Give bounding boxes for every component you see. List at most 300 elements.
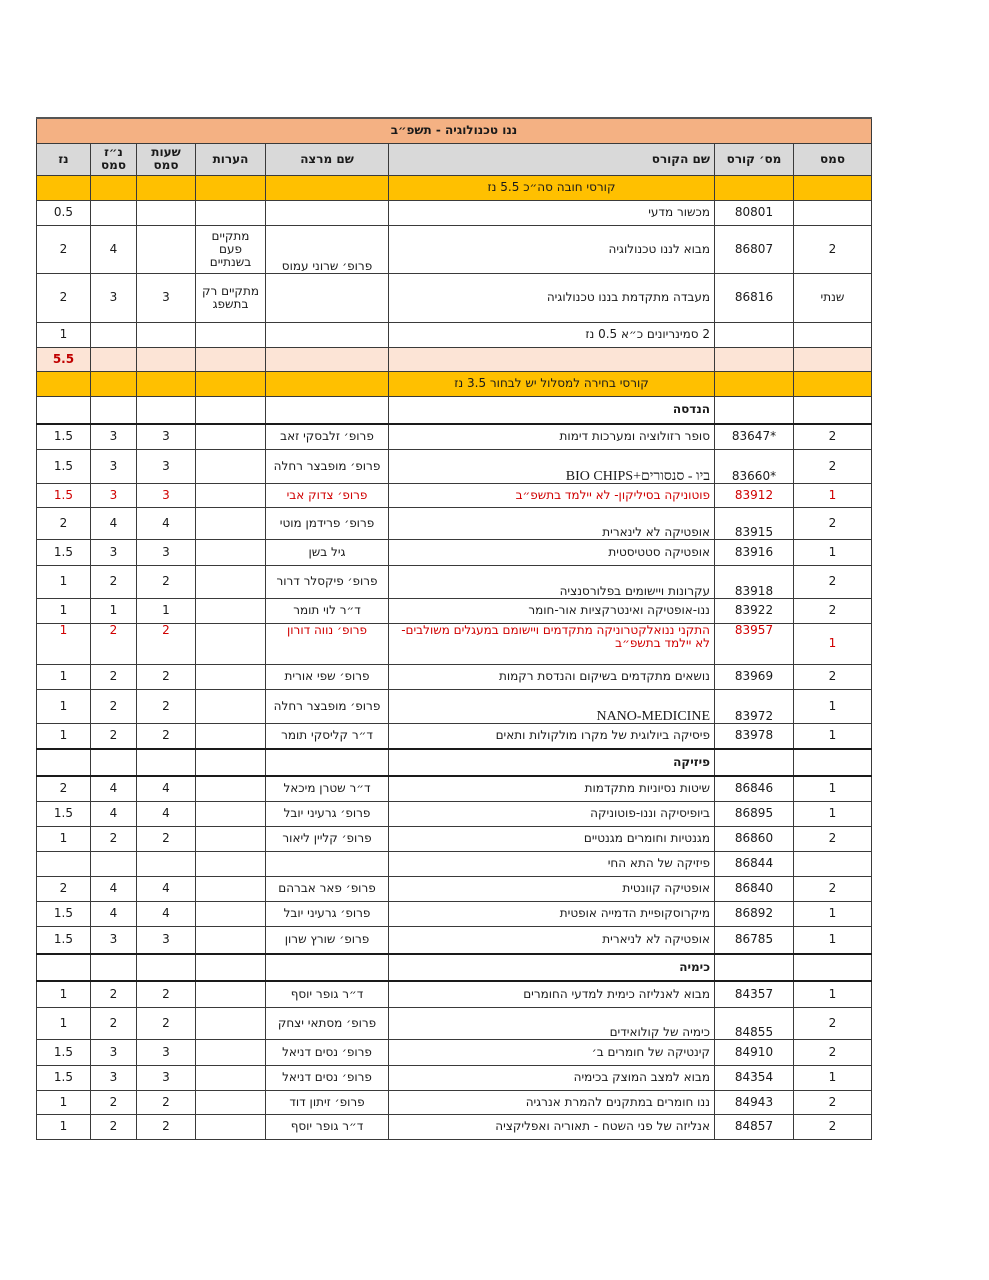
notes-cell xyxy=(196,539,266,565)
notes-cell: מתקיים רק בתשפג xyxy=(196,273,266,322)
credits-sem-cell: 4 xyxy=(91,507,137,539)
total-empty xyxy=(715,347,794,371)
semester-cell: 2 xyxy=(794,598,872,623)
lecturer-cell: פרופ׳ פיקסלר דרור xyxy=(266,565,389,598)
table-row xyxy=(36,664,871,689)
credits-sem-cell: 2 xyxy=(91,723,137,749)
band-empty xyxy=(266,371,389,396)
course-no-cell: 84910 xyxy=(715,1039,794,1065)
course-name-cell: 2 סמינריונים כ״א 0.5 נז xyxy=(389,322,715,347)
notes-cell xyxy=(196,322,266,347)
header-notes: הערות xyxy=(196,143,266,175)
course-name-cell: מעבדה מתקדמת בננו טכנולוגיה xyxy=(389,273,715,322)
table-row xyxy=(36,565,871,598)
credits-sem-cell: 3 xyxy=(91,483,137,507)
lecturer-cell: פרופ׳ מסתאי יצחק xyxy=(266,1007,389,1039)
section-empty xyxy=(266,749,389,776)
course-no-cell: 80801 xyxy=(715,200,794,225)
credits-sem-cell: 1 xyxy=(91,598,137,623)
notes-cell xyxy=(196,901,266,926)
lecturer-cell: פרופ׳ צדוק אבי xyxy=(266,483,389,507)
credits-sem-cell xyxy=(91,200,137,225)
header-course-name: שם הקורס xyxy=(389,143,715,175)
semester-cell: 2 xyxy=(794,664,872,689)
lecturer-cell: פרופ׳ פרידמן מוטי xyxy=(266,507,389,539)
credits-sem-cell: 2 xyxy=(91,689,137,723)
band-empty xyxy=(137,175,196,200)
course-no-cell: 84357 xyxy=(715,981,794,1007)
credits-sem-cell xyxy=(91,851,137,876)
table-row xyxy=(36,322,871,347)
lecturer-cell: פרופ׳ גרעיני יובל xyxy=(266,801,389,826)
section-empty xyxy=(91,954,137,981)
semester-cell: 2 xyxy=(794,225,872,273)
course-no-cell: 83912 xyxy=(715,483,794,507)
table-title: ננו טכנולוגיה - תשפ״ב xyxy=(36,118,871,143)
table-row xyxy=(36,449,871,483)
hours-cell: 3 xyxy=(137,483,196,507)
lecturer-cell: פרופ׳ שפי אורית xyxy=(266,664,389,689)
mandatory-total-row xyxy=(36,347,871,371)
credits-sem-cell: 2 xyxy=(91,1007,137,1039)
section-empty xyxy=(196,396,266,424)
section-title: הנדסה xyxy=(389,396,715,424)
lecturer-cell: פרופ׳ פאר אברהם xyxy=(266,876,389,901)
course-no-cell: 83972 xyxy=(715,689,794,723)
course-name-cell: מבוא לננו טכנולוגיה xyxy=(389,225,715,273)
credits-sem-cell: 4 xyxy=(91,225,137,273)
band-empty xyxy=(196,371,266,396)
course-no-cell: 86895 xyxy=(715,801,794,826)
table-title-row xyxy=(36,118,871,143)
lecturer-cell: פרופ׳ זיתון דוד xyxy=(266,1090,389,1114)
credits-cell: 0.5 xyxy=(36,200,90,225)
course-no-cell: 84855 xyxy=(715,1007,794,1039)
credits-cell: 1 xyxy=(36,1007,90,1039)
lecturer-cell: ד״ר גופר יוסף xyxy=(266,981,389,1007)
notes-cell xyxy=(196,664,266,689)
credits-sem-cell: 3 xyxy=(91,926,137,954)
notes-cell xyxy=(196,623,266,664)
credits-sem-cell: 3 xyxy=(91,539,137,565)
table-row xyxy=(36,981,871,1007)
section-empty xyxy=(266,396,389,424)
course-name-cell: NANO-MEDICINE xyxy=(389,689,715,723)
credits-cell: 1.5 xyxy=(36,449,90,483)
hours-cell: 4 xyxy=(137,507,196,539)
section-header-row xyxy=(36,749,871,776)
lecturer-cell: פרופ׳ נסים דניאל xyxy=(266,1039,389,1065)
lecturer-cell: פרופ׳ גרעיני יובל xyxy=(266,901,389,926)
band-empty xyxy=(715,371,794,396)
table-row xyxy=(36,623,871,664)
lecturer-cell: פרופ׳ נווה דורון xyxy=(266,623,389,664)
credits-cell: 1.5 xyxy=(36,1039,90,1065)
lecturer-cell: פרופ׳ מופבצר רחלה xyxy=(266,689,389,723)
table-row xyxy=(36,723,871,749)
header-course-no: מס׳ קורס xyxy=(715,143,794,175)
course-no-cell: 83969 xyxy=(715,664,794,689)
band-empty xyxy=(36,175,90,200)
table-row xyxy=(36,1007,871,1039)
hours-cell xyxy=(137,322,196,347)
credits-sem-cell: 3 xyxy=(91,424,137,449)
header-lecturer: שם מרצה xyxy=(266,143,389,175)
semester-cell: 1 xyxy=(794,623,872,664)
notes-cell xyxy=(196,1007,266,1039)
hours-cell: 4 xyxy=(137,801,196,826)
notes-cell xyxy=(196,483,266,507)
header-row xyxy=(36,143,871,175)
hours-cell xyxy=(137,851,196,876)
credits-cell: 1 xyxy=(36,689,90,723)
course-name-cell: ביו - סנסורים+BIO CHIPS xyxy=(389,449,715,483)
section-empty xyxy=(794,396,872,424)
section-empty xyxy=(91,396,137,424)
section-empty xyxy=(137,749,196,776)
table-row xyxy=(36,1090,871,1114)
hours-cell: 4 xyxy=(137,901,196,926)
credits-cell: 1.5 xyxy=(36,539,90,565)
lecturer-cell: ד״ר לוי תומר xyxy=(266,598,389,623)
section-empty xyxy=(266,954,389,981)
section-empty xyxy=(36,749,90,776)
credits-cell: 1.5 xyxy=(36,901,90,926)
course-no-cell: 84354 xyxy=(715,1065,794,1090)
course-name-cell: ננו חומרים במתקנים להמרת אנרגיה xyxy=(389,1090,715,1114)
semester-cell: 1 xyxy=(794,483,872,507)
credits-sem-cell: 4 xyxy=(91,776,137,801)
credits-cell: 1.5 xyxy=(36,424,90,449)
credits-sem-cell: 3 xyxy=(91,1039,137,1065)
elective-band-label: קורסי בחירה למסלול יש לבחור 3.5 נז xyxy=(389,371,715,396)
credits-sem-cell: 3 xyxy=(91,1065,137,1090)
hours-cell xyxy=(137,200,196,225)
credits-cell: 1 xyxy=(36,322,90,347)
notes-cell xyxy=(196,507,266,539)
table-row xyxy=(36,507,871,539)
notes-cell xyxy=(196,826,266,851)
course-no-cell: 86846 xyxy=(715,776,794,801)
lecturer-cell xyxy=(266,322,389,347)
credits-sem-cell: 4 xyxy=(91,801,137,826)
semester-cell: 2 xyxy=(794,1090,872,1114)
lecturer-cell: ד״ר שטרן מיכאל xyxy=(266,776,389,801)
notes-cell xyxy=(196,1039,266,1065)
course-name-cell: שיטות נסיוניות מתקדמות xyxy=(389,776,715,801)
section-title: פיזיקה xyxy=(389,749,715,776)
table-row xyxy=(36,801,871,826)
credits-cell xyxy=(36,851,90,876)
course-name-cell: פיזיקה של התא החי xyxy=(389,851,715,876)
table-row xyxy=(36,876,871,901)
table-row xyxy=(36,598,871,623)
semester-cell: 1 xyxy=(794,1065,872,1090)
semester-cell: 2 xyxy=(794,449,872,483)
course-name-cell: ביופיסיקה וננו-פוטוניקה xyxy=(389,801,715,826)
table-row xyxy=(36,901,871,926)
notes-cell xyxy=(196,801,266,826)
credits-cell: 1 xyxy=(36,1114,90,1139)
table-row xyxy=(36,200,871,225)
band-empty xyxy=(91,175,137,200)
hours-cell: 4 xyxy=(137,776,196,801)
section-empty xyxy=(196,954,266,981)
course-name-cell: ננו-אופטיקה ואינטרקציות אור-חומר xyxy=(389,598,715,623)
hours-cell: 2 xyxy=(137,981,196,1007)
notes-cell xyxy=(196,851,266,876)
course-name-cell: סופר רזולוציה ומערכות דימות xyxy=(389,424,715,449)
credits-cell: 2 xyxy=(36,507,90,539)
credits-cell: 1.5 xyxy=(36,926,90,954)
band-empty xyxy=(715,175,794,200)
course-no-cell: *83660 xyxy=(715,449,794,483)
course-name-cell: קינטיקה של חומרים ב׳ xyxy=(389,1039,715,1065)
table-row xyxy=(36,1065,871,1090)
total-empty xyxy=(137,347,196,371)
hours-cell: 2 xyxy=(137,826,196,851)
band-empty xyxy=(794,371,872,396)
lecturer-cell: פרופ׳ מופבצר רחלה xyxy=(266,449,389,483)
notes-cell: מתקיים פעם בשנתיים xyxy=(196,225,266,273)
section-empty xyxy=(794,954,872,981)
semester-cell: 1 xyxy=(794,981,872,1007)
lecturer-cell xyxy=(266,200,389,225)
section-header-row xyxy=(36,954,871,981)
credits-cell: 2 xyxy=(36,273,90,322)
hours-cell xyxy=(137,225,196,273)
notes-cell xyxy=(196,876,266,901)
total-empty xyxy=(196,347,266,371)
hours-cell: 3 xyxy=(137,926,196,954)
notes-cell xyxy=(196,1090,266,1114)
band-empty xyxy=(137,371,196,396)
semester-cell: 1 xyxy=(794,689,872,723)
semester-cell: 1 xyxy=(794,926,872,954)
section-empty xyxy=(794,749,872,776)
hours-cell: 3 xyxy=(137,1065,196,1090)
semester-cell: 1 xyxy=(794,901,872,926)
lecturer-cell: פרופ׳ קליין ליאור xyxy=(266,826,389,851)
hours-cell: 3 xyxy=(137,1039,196,1065)
header-hours: שעות סמס xyxy=(137,143,196,175)
semester-cell: 2 xyxy=(794,876,872,901)
course-name-cell: נושאים מתקדמים בשיקום והנדסת רקמות xyxy=(389,664,715,689)
semester-cell: 2 xyxy=(794,424,872,449)
notes-cell xyxy=(196,598,266,623)
hours-cell: 2 xyxy=(137,1090,196,1114)
mandatory-band-label: קורסי חובה סה״כ 5.5 נז xyxy=(389,175,715,200)
lecturer-cell xyxy=(266,851,389,876)
course-name-cell: אנליזה של פני השטח - תאוריה ואפליקציה xyxy=(389,1114,715,1139)
course-name-cell: אופטיקה קוונטית xyxy=(389,876,715,901)
semester-cell xyxy=(794,200,872,225)
semester-cell: 1 xyxy=(794,539,872,565)
band-empty xyxy=(91,371,137,396)
lecturer-cell: פרופ׳ זלבסקי זאב xyxy=(266,424,389,449)
course-no-cell: 83957 xyxy=(715,623,794,664)
section-empty xyxy=(715,396,794,424)
course-no-cell: 86844 xyxy=(715,851,794,876)
credits-cell: 1 xyxy=(36,664,90,689)
semester-cell: 2 xyxy=(794,1007,872,1039)
hours-cell: 2 xyxy=(137,565,196,598)
lecturer-cell xyxy=(266,273,389,322)
header-credits-sem: נ״ז סמס xyxy=(91,143,137,175)
credits-sem-cell: 2 xyxy=(91,623,137,664)
hours-cell: 2 xyxy=(137,664,196,689)
band-empty xyxy=(36,371,90,396)
lecturer-cell: פרופ׳ שורץ שרון xyxy=(266,926,389,954)
table-row xyxy=(36,826,871,851)
course-name-cell: התקני ננואלקטרוניקה מתקדמים ויישומם במעגלים משולבים- לא יילמד בתשפ״ב xyxy=(389,623,715,664)
hours-cell: 2 xyxy=(137,623,196,664)
notes-cell xyxy=(196,424,266,449)
credits-sem-cell: 2 xyxy=(91,1114,137,1139)
notes-cell xyxy=(196,1114,266,1139)
notes-cell xyxy=(196,776,266,801)
course-name-cell: עקרונות ויישומים בפלורסנציה xyxy=(389,565,715,598)
notes-cell xyxy=(196,449,266,483)
credits-cell: 1 xyxy=(36,826,90,851)
hours-cell: 3 xyxy=(137,424,196,449)
course-name-cell: מבוא למצב המוצק בכימיה xyxy=(389,1065,715,1090)
hours-cell: 3 xyxy=(137,539,196,565)
course-no-cell: 84943 xyxy=(715,1090,794,1114)
notes-cell xyxy=(196,565,266,598)
credits-cell: 1.5 xyxy=(36,1065,90,1090)
notes-cell xyxy=(196,200,266,225)
credits-cell: 1.5 xyxy=(36,801,90,826)
course-table xyxy=(36,117,872,1140)
header-semester: סמס xyxy=(794,143,872,175)
credits-cell: 2 xyxy=(36,876,90,901)
course-no-cell: 83916 xyxy=(715,539,794,565)
course-no-cell: 86816 xyxy=(715,273,794,322)
table-row xyxy=(36,225,871,273)
credits-sem-cell: 2 xyxy=(91,1090,137,1114)
course-name-cell: פיסיקה ביולוגית של מקרו מולקולות ותאים xyxy=(389,723,715,749)
mandatory-total: 5.5 xyxy=(36,347,90,371)
credits-sem-cell: 2 xyxy=(91,664,137,689)
credits-cell: 1 xyxy=(36,623,90,664)
course-name-cell: אופטיקה לא לינארית xyxy=(389,507,715,539)
semester-cell: 1 xyxy=(794,776,872,801)
header-credits: נז xyxy=(36,143,90,175)
semester-cell: 1 xyxy=(794,801,872,826)
credits-cell: 1.5 xyxy=(36,483,90,507)
semester-cell xyxy=(794,851,872,876)
section-header-row xyxy=(36,396,871,424)
notes-cell xyxy=(196,689,266,723)
section-empty xyxy=(36,396,90,424)
section-empty xyxy=(36,954,90,981)
credits-cell: 1 xyxy=(36,598,90,623)
band-empty xyxy=(794,175,872,200)
section-empty xyxy=(137,396,196,424)
credits-sem-cell xyxy=(91,322,137,347)
course-name-cell: כימיה של קולואידים xyxy=(389,1007,715,1039)
course-name-cell: מגנטיות וחומרים מגנטיים xyxy=(389,826,715,851)
table-row xyxy=(36,689,871,723)
table-row xyxy=(36,776,871,801)
section-empty xyxy=(715,749,794,776)
course-no-cell: 86860 xyxy=(715,826,794,851)
notes-cell xyxy=(196,1065,266,1090)
lecturer-cell: ד״ר גופר יוסף xyxy=(266,1114,389,1139)
course-name-cell: מבוא לאנליזה כימית למדעי החומרים xyxy=(389,981,715,1007)
hours-cell: 3 xyxy=(137,273,196,322)
total-empty xyxy=(266,347,389,371)
table-row xyxy=(36,424,871,449)
section-empty xyxy=(715,954,794,981)
hours-cell: 2 xyxy=(137,1007,196,1039)
course-no-cell: 83978 xyxy=(715,723,794,749)
lecturer-cell: גיל בשן xyxy=(266,539,389,565)
total-empty xyxy=(389,347,715,371)
credits-cell: 2 xyxy=(36,225,90,273)
section-empty xyxy=(137,954,196,981)
hours-cell: 1 xyxy=(137,598,196,623)
total-empty xyxy=(91,347,137,371)
semester-cell: 2 xyxy=(794,565,872,598)
lecturer-cell: ד״ר קליסקי תומר xyxy=(266,723,389,749)
table-row xyxy=(36,273,871,322)
hours-cell: 2 xyxy=(137,1114,196,1139)
notes-cell xyxy=(196,981,266,1007)
table-row xyxy=(36,1114,871,1139)
credits-cell: 1 xyxy=(36,981,90,1007)
semester-cell: 2 xyxy=(794,1114,872,1139)
elective-band xyxy=(36,371,871,396)
credits-sem-cell: 4 xyxy=(91,901,137,926)
credits-cell: 1 xyxy=(36,565,90,598)
table-row xyxy=(36,483,871,507)
semester-cell: 2 xyxy=(794,507,872,539)
course-no-cell: 83922 xyxy=(715,598,794,623)
band-empty xyxy=(196,175,266,200)
course-name-cell: מכשור מדעי xyxy=(389,200,715,225)
mandatory-band xyxy=(36,175,871,200)
table-row xyxy=(36,539,871,565)
course-no-cell: 86892 xyxy=(715,901,794,926)
course-no-cell: *83647 xyxy=(715,424,794,449)
semester-cell: שנתי xyxy=(794,273,872,322)
semester-cell: 2 xyxy=(794,1039,872,1065)
credits-sem-cell: 4 xyxy=(91,876,137,901)
hours-cell: 4 xyxy=(137,876,196,901)
credits-sem-cell: 3 xyxy=(91,273,137,322)
hours-cell: 2 xyxy=(137,723,196,749)
course-table-sheet xyxy=(37,117,872,1140)
hours-cell: 3 xyxy=(137,449,196,483)
credits-cell: 1 xyxy=(36,1090,90,1114)
course-no-cell: 84857 xyxy=(715,1114,794,1139)
table-row xyxy=(36,851,871,876)
course-name-cell: מיקרוסקופיית הדמייה אופטית xyxy=(389,901,715,926)
course-name-cell: אופטיקה לא לניארית xyxy=(389,926,715,954)
semester-cell xyxy=(794,322,872,347)
course-no-cell: 86840 xyxy=(715,876,794,901)
credits-cell: 1 xyxy=(36,723,90,749)
notes-cell xyxy=(196,723,266,749)
course-no-cell xyxy=(715,322,794,347)
hours-cell: 2 xyxy=(137,689,196,723)
course-no-cell: 83918 xyxy=(715,565,794,598)
notes-cell xyxy=(196,926,266,954)
lecturer-cell: פרופ׳ נסים דניאל xyxy=(266,1065,389,1090)
credits-sem-cell: 2 xyxy=(91,565,137,598)
